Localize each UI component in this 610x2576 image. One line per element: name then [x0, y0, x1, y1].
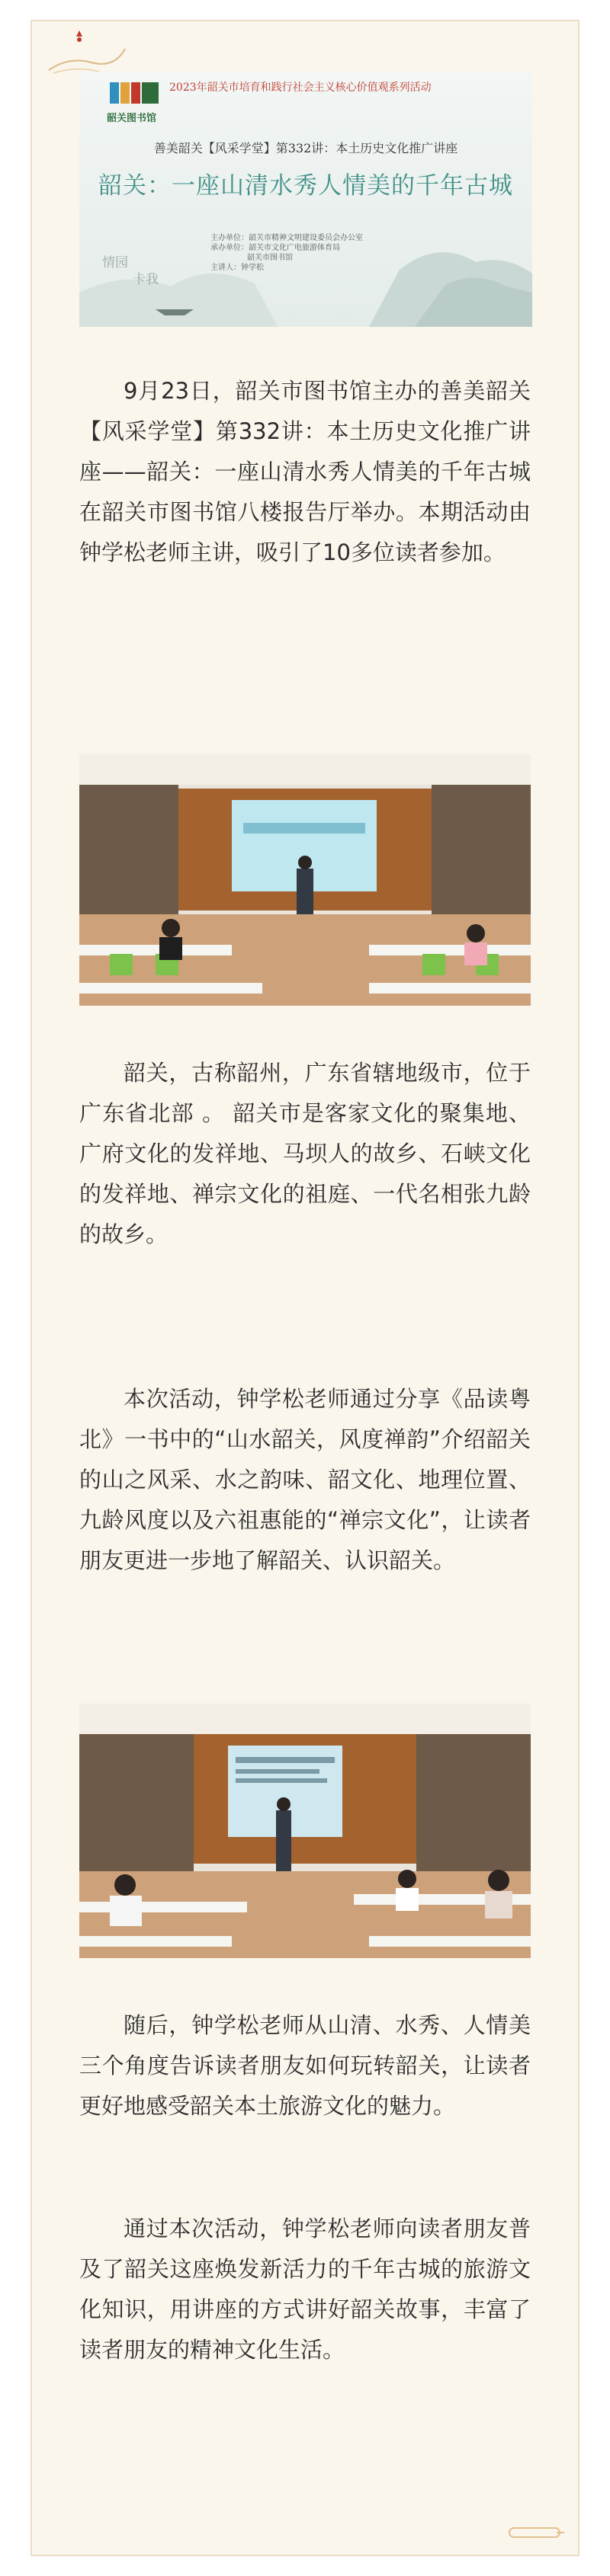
event-banner — [79, 72, 532, 327]
lecture-subtitle: 善美韶关【风采学堂】第332讲：本土历史文化推广讲座 — [153, 141, 458, 155]
paragraph-intro: 9月23日，韶关市图书馆主办的善美韶关【风采学堂】第332讲：本土历史文化推广讲座——韶关：一座山清水秀人情美的千年古城在韶关市图书馆八楼报告厅举办。本期活动由钟学松老师主讲，吸引了10多位读者参加。 — [79, 378, 531, 565]
paragraph-activity: 本次活动，钟学松老师通过分享《品读粤北》一书中的“山水韶关，风度禅韵”介绍韶关的山之风采、水之韵味、韶文化、地理位置、九龄风度以及六祖惠能的“禅宗文化”，让读者朋友更进一步地了解韶关、认识韶关。 — [79, 1386, 531, 1573]
series-title: 2023年韶关市培育和践行社会主义核心价值观系列活动 — [169, 82, 432, 94]
lecture-photo-2 — [79, 1704, 531, 1958]
lecture-photo-1 — [79, 754, 531, 1006]
scroll-decoration-icon — [506, 2520, 567, 2543]
library-logo-text: 韶关图书馆 — [107, 113, 157, 124]
lecture-headline: 韶关：一座山清水秀人情美的千年古城 — [98, 172, 513, 200]
paragraph-shaoguan: 韶关，古称韶州，广东省辖地级市，位于广东省北部 。 韶关市是客家文化的聚集地、广府文化的发祥地、马坝人的故乡、石峡文化的发祥地、禅宗文化的祖庭、一代名相张九龄的故乡。 — [79, 1060, 531, 1247]
calligraphy-text: 情园 卡我 — [102, 255, 159, 287]
library-logo-icon — [108, 79, 162, 107]
event-info: 主办单位：韶关市精神文明建设委员会办公室 承办单位：韶关市文化广电旅游体育局 韶关市图书馆 主讲人：钟学松 — [210, 234, 363, 272]
paragraph-summary: 通过本次活动，钟学松老师向读者朋友普及了韶关这座焕发新活力的千年古城的旅游文化知识，用讲座的方式讲好韶关故事，丰富了读者朋友的精神文化生活。 — [79, 2216, 531, 2363]
paragraph-tour: 随后，钟学松老师从山清、水秀、人情美三个角度告诉读者朋友如何玩转韶关，让读者更好地感受韶关本土旅游文化的魅力。 — [79, 2012, 531, 2119]
